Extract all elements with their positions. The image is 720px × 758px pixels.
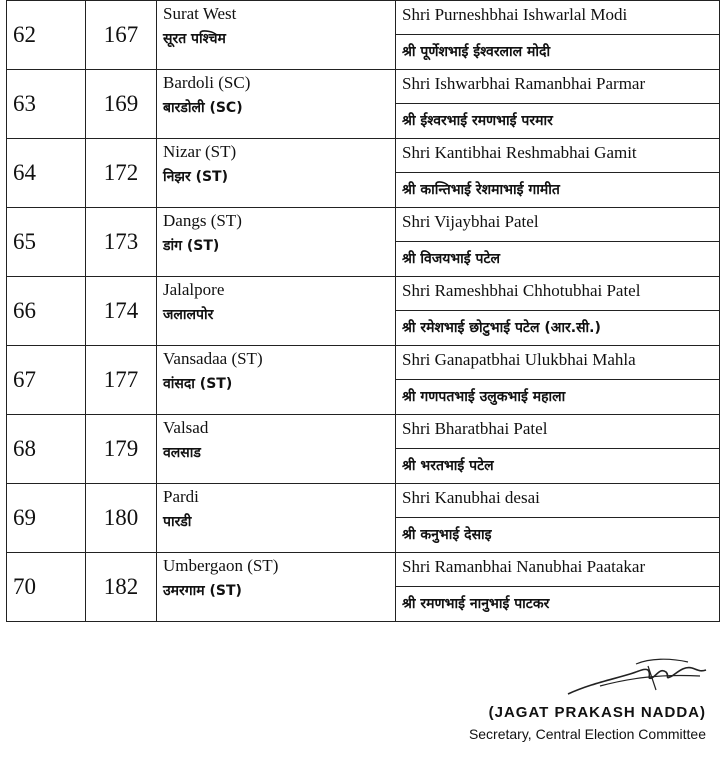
- constituency-name-en: Dangs (ST): [163, 211, 242, 230]
- serial-number: 64: [7, 139, 86, 208]
- candidate-cell: [396, 1, 720, 70]
- constituency-number: 173: [86, 208, 157, 277]
- candidate-name-hi: श्री गणपतभाई उलुकभाई महाला: [402, 389, 566, 405]
- candidate-name-hi: श्री भरतभाई पटेल: [402, 458, 494, 474]
- candidate-cell: [396, 484, 720, 553]
- constituency-cell: [157, 346, 396, 415]
- constituency-name-en: Jalalpore: [163, 280, 225, 299]
- constituency-cell: [157, 553, 396, 622]
- constituency-cell: [157, 139, 396, 208]
- serial-number: 65: [7, 208, 86, 277]
- constituency-name-en: Valsad: [163, 418, 209, 437]
- candidate-name-en: Shri Ganapatbhai Ulukbhai Mahla: [396, 346, 719, 380]
- table-row: [7, 415, 720, 484]
- table-row: [7, 553, 720, 622]
- constituency-name-hi: सूरत पश्चिम: [163, 31, 226, 47]
- constituency-number: 169: [86, 70, 157, 139]
- constituency-cell: [157, 484, 396, 553]
- signer-title: Secretary, Central Election Committee: [468, 726, 706, 742]
- signature-image: [560, 650, 710, 700]
- constituency-cell: [157, 208, 396, 277]
- constituency-number: 177: [86, 346, 157, 415]
- constituency-number: 174: [86, 277, 157, 346]
- constituency-name-hi: वलसाड: [163, 445, 201, 461]
- constituency-number: 180: [86, 484, 157, 553]
- table-row: [7, 346, 720, 415]
- serial-number: 69: [7, 484, 86, 553]
- constituency-name-hi: वांसदा (ST): [163, 376, 233, 392]
- candidate-name-en: Shri Ishwarbhai Ramanbhai Parmar: [396, 70, 719, 104]
- candidate-table: [6, 0, 720, 622]
- signer-name: (JAGAT PRAKASH NADDA): [488, 704, 706, 721]
- constituency-cell: [157, 1, 396, 70]
- constituency-name-hi: जलालपोर: [163, 307, 214, 323]
- candidate-cell: [396, 70, 720, 139]
- candidate-name-en: Shri Vijaybhai Patel: [396, 208, 719, 242]
- constituency-number: 167: [86, 1, 157, 70]
- candidate-name-en: Shri Bharatbhai Patel: [396, 415, 719, 449]
- candidate-name-en: Shri Rameshbhai Chhotubhai Patel: [396, 277, 719, 311]
- table-row: [7, 70, 720, 139]
- candidate-name-en: Shri Purneshbhai Ishwarlal Modi: [396, 1, 719, 35]
- constituency-name-hi: पारडी: [163, 514, 192, 530]
- candidate-table-body: [7, 1, 720, 622]
- constituency-cell: [157, 70, 396, 139]
- constituency-name-en: Pardi: [163, 487, 199, 506]
- constituency-cell: [157, 415, 396, 484]
- candidate-name-hi: श्री कान्तिभाई रेशमाभाई गामीत: [402, 182, 560, 198]
- serial-number: 70: [7, 553, 86, 622]
- constituency-name-en: Surat West: [163, 4, 237, 23]
- constituency-name-hi: बारडोली (SC): [163, 100, 243, 116]
- candidate-cell: [396, 208, 720, 277]
- candidate-name-en: Shri Ramanbhai Nanubhai Paatakar: [396, 553, 719, 587]
- constituency-name-hi: उमरगाम (ST): [163, 583, 242, 599]
- candidate-name-hi: श्री रमणभाई नानुभाई पाटकर: [402, 596, 550, 612]
- candidate-name-hi: श्री पूर्णेशभाई ईश्वरलाल मोदी: [402, 44, 551, 60]
- candidate-name-hi: श्री रमेशभाई छोटुभाई पटेल (आर.सी.): [402, 320, 601, 336]
- constituency-name-en: Vansadaa (ST): [163, 349, 263, 368]
- candidate-name-hi: श्री विजयभाई पटेल: [402, 251, 501, 267]
- candidate-name-hi: श्री कनुभाई देसाइ: [402, 527, 492, 543]
- table-row: [7, 277, 720, 346]
- constituency-name-en: Bardoli (SC): [163, 73, 251, 92]
- candidate-name-en: Shri Kantibhai Reshmabhai Gamit: [396, 139, 719, 173]
- candidate-cell: [396, 346, 720, 415]
- constituency-number: 172: [86, 139, 157, 208]
- constituency-name-hi: निझर (ST): [163, 169, 229, 185]
- serial-number: 63: [7, 70, 86, 139]
- constituency-name-en: Nizar (ST): [163, 142, 237, 161]
- constituency-number: 182: [86, 553, 157, 622]
- candidate-cell: [396, 277, 720, 346]
- candidate-cell: [396, 139, 720, 208]
- serial-number: 66: [7, 277, 86, 346]
- serial-number: 67: [7, 346, 86, 415]
- constituency-name-hi: डांग (ST): [163, 238, 220, 254]
- candidate-name-hi: श्री ईश्वरभाई रमणभाई परमार: [402, 113, 553, 129]
- table-row: [7, 484, 720, 553]
- table-row: [7, 1, 720, 70]
- constituency-name-en: Umbergaon (ST): [163, 556, 279, 575]
- constituency-cell: [157, 277, 396, 346]
- serial-number: 62: [7, 1, 86, 70]
- table-row: [7, 208, 720, 277]
- serial-number: 68: [7, 415, 86, 484]
- candidate-cell: [396, 553, 720, 622]
- candidate-cell: [396, 415, 720, 484]
- table-row: [7, 139, 720, 208]
- constituency-number: 179: [86, 415, 157, 484]
- candidate-name-en: Shri Kanubhai desai: [396, 484, 719, 518]
